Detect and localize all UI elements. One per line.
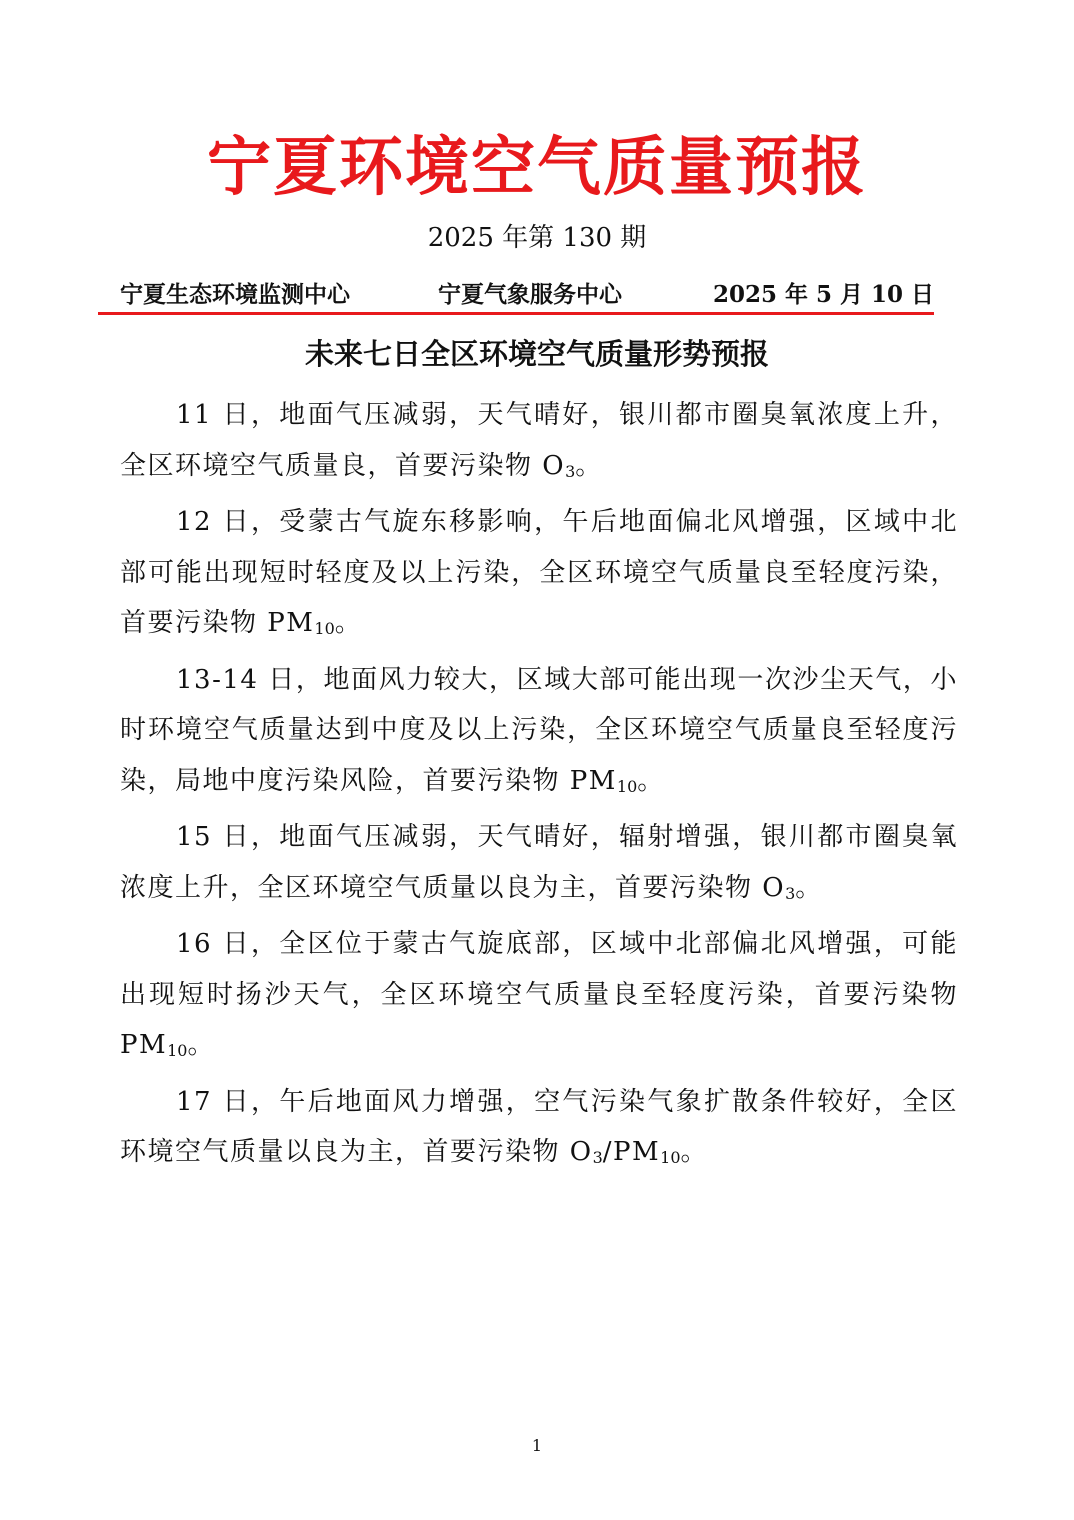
forecast-paragraph: 15 日，地面气压减弱，天气晴好，辐射增强，银川都市圈臭氧浓度上升，全区环境空气质量以良为主，首要污染物 $O_3$。 <box>120 822 958 903</box>
publish-date: 2025 年 5 月 10 日 <box>712 281 934 308</box>
forecast-paragraph: 16 日，全区位于蒙古气旋底部，区域中北部偏北风增强，可能出现短时扬沙天气，全区环境空气质量良至轻度污染，首要污染物 $PM_{10}$。 <box>120 929 958 1060</box>
publisher-row <box>120 278 938 312</box>
forecast-paragraph: 13-14 日，地面风力较大，区域大部可能出现一次沙尘天气，小时环境空气质量达到中度及以上污染，全区环境空气质量良至轻度污染，局地中度污染风险，首要污染物 $PM_{10}$。 <box>120 664 958 796</box>
section-title: 未来七日全区环境空气质量形势预报 <box>304 337 769 371</box>
masthead-title: 宁夏环境空气质量预报 <box>207 131 867 205</box>
forecast-paragraph: 11 日，地面气压减弱，天气晴好，银川都市圈臭氧浓度上升，全区环境空气质量良，首要污染物 $O_3$。 <box>120 400 958 481</box>
publisher-weather-center: 宁夏气象服务中心 <box>438 281 622 308</box>
page-number: 1 <box>531 1436 543 1455</box>
forecast-paragraph: 12 日，受蒙古气旋东移影响，午后地面偏北风增强，区域中北部可能出现短时轻度及以上污染，全区环境空气质量良至轻度污染，首要污染物 $PM_{10}$。 <box>120 507 958 638</box>
forecast-body <box>120 390 958 1184</box>
issue-number: 2025 年第 130 期 <box>427 223 647 253</box>
red-divider <box>98 312 934 315</box>
forecast-paragraph: 17 日，午后地面风力增强，空气污染气象扩散条件较好，全区环境空气质量以良为主，首要污染物 $O_3/PM_{10}$。 <box>120 1086 958 1167</box>
publisher-ecology-center: 宁夏生态环境监测中心 <box>120 281 350 308</box>
